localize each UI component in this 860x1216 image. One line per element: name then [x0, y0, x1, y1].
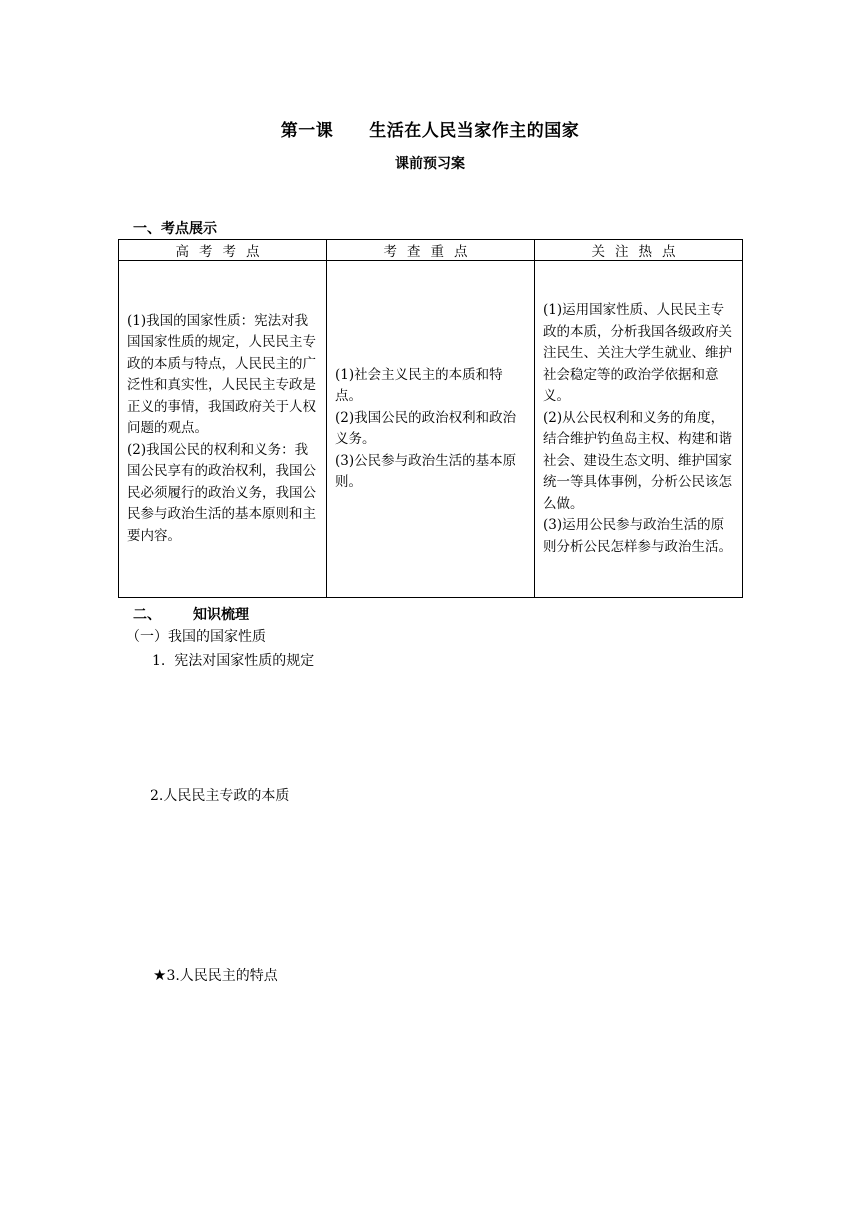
lesson-title: 生活在人民当家作主的国家: [369, 121, 580, 141]
item-text: 宪法对国家性质的规定: [174, 653, 315, 669]
page-title: [0, 116, 860, 141]
cell-paragraph: (2)从公民权利和义务的角度，结合维护钓鱼岛主权、构建和谐社会、建设生态文明、维护国家统一等具体事例，分析公民该怎么做。: [543, 409, 732, 512]
star-icon: ★: [153, 966, 167, 984]
column-header-exam-points: 高考考点: [119, 240, 327, 261]
table-row: [119, 261, 743, 598]
lesson-number: 第一课: [280, 121, 334, 141]
item-text: 3.人民民主的特点: [166, 968, 278, 984]
column-header-hot-topics: 关注热点: [535, 240, 743, 261]
page-subtitle: 课前预习案: [395, 156, 465, 172]
column-header-key-points: 考查重点: [327, 240, 535, 261]
section-title: 知识梳理: [193, 607, 249, 623]
table-cell-exam-points: [119, 261, 327, 598]
table-cell-hot-topics: [535, 261, 743, 598]
cell-paragraph: (1)我国的国家性质：宪法对我国国家性质的规定，人民民主专政的本质与特点，人民民主的广泛性和真实性，人民民主专政是正义的事情，我国政府关于人权问题的观点。: [127, 312, 316, 437]
knowledge-item-1: [152, 650, 314, 670]
section-number: 二、: [133, 607, 161, 623]
knowledge-item-2: 2.人民民主专政的本质: [150, 788, 290, 804]
section-heading-knowledge: [133, 604, 249, 624]
table-header-row: [119, 240, 743, 261]
cell-paragraph: (1)社会主义民主的本质和特点。: [335, 366, 503, 404]
section-heading-exam-points: 一、考点展示: [133, 221, 217, 237]
item-number: 1.: [152, 653, 166, 669]
subsection-heading: （一）我国的国家性质: [126, 629, 266, 645]
cell-paragraph: (3)公民参与政治生活的基本原则。: [335, 452, 517, 490]
cell-paragraph: (2)我国公民的政治权利和政治义务。: [335, 409, 517, 447]
cell-paragraph: (1)运用国家性质、人民民主专政的本质，分析我国各级政府关注民生、关注大学生就业、维护社会稳定等的政治学依据和意义。: [543, 302, 732, 404]
knowledge-item-3: [153, 965, 278, 985]
exam-points-table: [118, 239, 743, 598]
cell-paragraph: (2)我国公民的权利和义务：我国公民享有的政治权利，我国公民必须履行的政治义务，我国公民参与政治生活的基本原则和主要内容。: [127, 441, 316, 544]
table-cell-key-points: [327, 261, 535, 598]
cell-paragraph: (3)运用公民参与政治生活的原则分析公民怎样参与政治生活。: [543, 517, 732, 555]
